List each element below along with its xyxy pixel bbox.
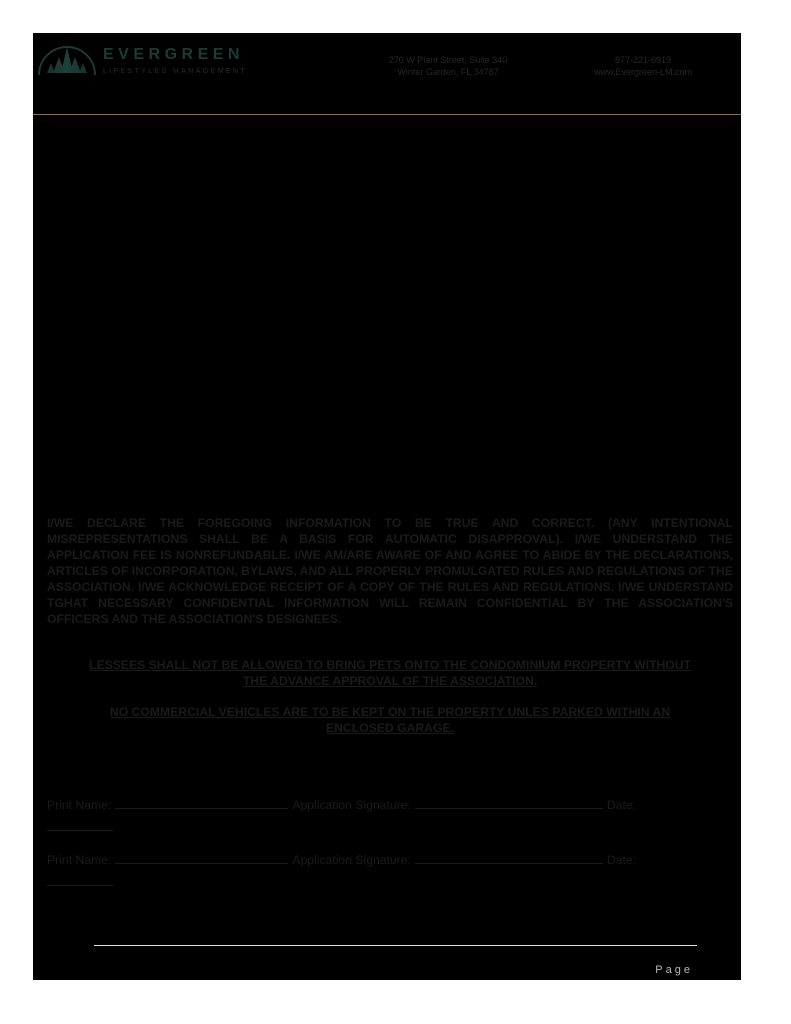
vehicles-notice [47, 704, 733, 736]
address-line-1: 270 W Plant Street, Suite 340 [388, 55, 508, 65]
date-label: Date: [606, 798, 637, 812]
header-divider [33, 114, 741, 115]
vehicles-notice-line-1: NO COMMERCIAL VEHICLES ARE TO BE KEPT ON THE PROPERTY UNLES PARKED WITHIN AN [109, 705, 671, 719]
brand-tagline: LIFESTYLES MANAGEMENT [103, 68, 248, 75]
declaration-paragraph: I/WE DECLARE THE FOREGOING INFORMATION TO BE TRUE AND CORRECT. (ANY INTENTIONAL MISREPRESENTATIONS SHALL BE A BASIS FOR AUTOMATIC DISAPPROVAL). I/WE UNDERSTAND THE APPLICATION FEE IS NONREFUNDABLE. I/WE AM/ARE AWARE OF AND AGREE TO ABIDE BY THE DECLARATIONS, ARTICLES OF INCORPORATION, BYLAWS, AND ALL PROPERLY PROMULGATED RULES AND REGULATIONS OF THE ASSOCIATION. I/WE ACKNOWLEDGE RECEIPT OF A COPY OF THE RULES AND REGULATIONS. I/WE UNDERSTAND TGHAT NECESSARY CONFIDENTIAL INFORMATION WILL REMAIN CONFIDENTIAL BY THE ASSOCIATION'S OFFICERS AND THE ASSOCIATION'S DESIGNEES. [47, 516, 733, 626]
print-name-label: Print Name: [47, 853, 112, 867]
pets-notice-line-2: THE ADVANCE APPROVAL OF THE ASSOCIATION. [242, 674, 538, 688]
pets-notice-line-1: LESSEES SHALL NOT BE ALLOWED TO BRING PETS ONTO THE CONDOMINIUM PROPERTY WITHOUT [89, 658, 691, 672]
date-label: Date: [606, 853, 637, 867]
date-field[interactable] [47, 818, 114, 831]
address-line-2: Winter Garden, FL 34787 [397, 67, 499, 77]
evergreen-logo-icon [35, 35, 99, 83]
page-label: Page [655, 964, 693, 976]
signature-field[interactable] [415, 851, 603, 864]
pets-notice [47, 657, 733, 689]
signature-label: Application Signature: [292, 853, 411, 867]
print-name-field[interactable] [115, 796, 288, 809]
document-page [33, 33, 741, 980]
print-name-field[interactable] [115, 851, 288, 864]
signature-row-2 [47, 849, 733, 886]
vehicles-notice-line-2: ENCLOSED GARAGE. [326, 721, 454, 735]
company-address [373, 54, 523, 78]
print-name-label: Print Name: [47, 798, 112, 812]
signature-row-1 [47, 794, 733, 831]
phone-number: 877-221-6919 [614, 55, 672, 65]
signature-field[interactable] [415, 796, 603, 809]
brand-name: EVERGREEN [103, 46, 244, 63]
footer-divider [94, 945, 697, 946]
website-link[interactable]: www.Evergreen-LM.com [593, 67, 693, 77]
date-field[interactable] [47, 873, 114, 886]
company-contact [573, 54, 713, 78]
signature-label: Application Signature: [292, 798, 411, 812]
